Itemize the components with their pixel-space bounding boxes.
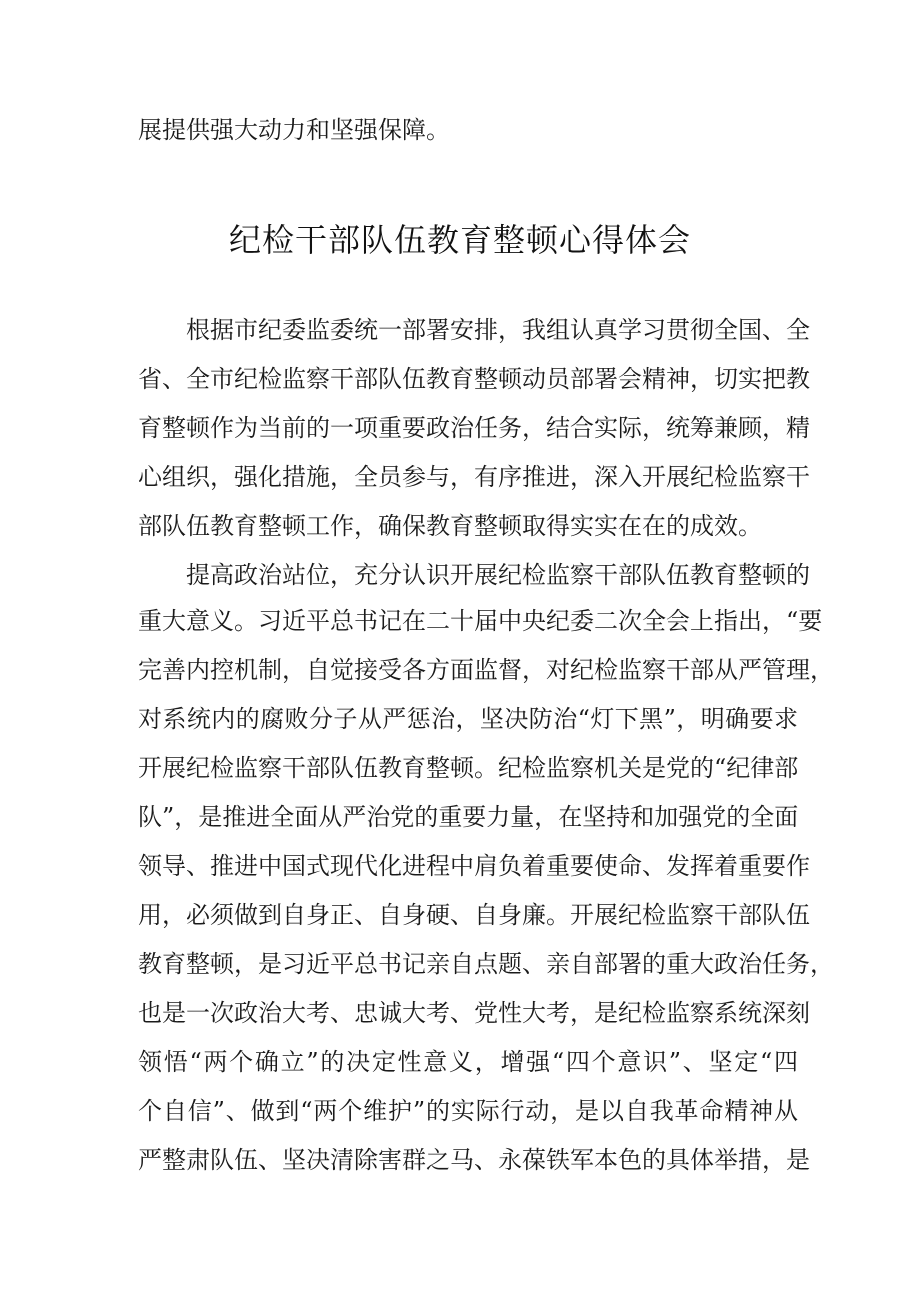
prev-paragraph-line: 展提供强大动力和坚强保障。 (138, 116, 450, 144)
paragraph2-line: 用，必须做到自身正、自身硬、自身廉。开展纪检监察干部队伍 (138, 901, 810, 929)
paragraph2-line: 领悟“两个确立”的决定性意义，增强“四个意识”、坚定“四 (138, 1048, 798, 1076)
paragraph2-line: 完善内控机制，自觉接受各方面监督，对纪检监察干部从严管理， (138, 656, 834, 684)
document-title: 纪检干部队伍教育整顿心得体会 (228, 221, 691, 259)
paragraph1-line: 省、全市纪检监察干部队伍教育整顿动员部署会精神，切实把教 (138, 365, 810, 393)
paragraph2-line: 教育整顿，是习近平总书记亲自点题、亲自部署的重大政治任务， (138, 950, 834, 978)
paragraph2-line: 提高政治站位，充分认识开展纪检监察干部队伍教育整顿的 (186, 561, 810, 589)
paragraph2-line: 也是一次政治大考、忠诚大考、党性大考，是纪检监察系统深刻 (138, 999, 810, 1027)
paragraph1-line: 心组织，强化措施，全员参与，有序推进，深入开展纪检监察干 (138, 463, 810, 491)
paragraph2-line: 开展纪检监察干部队伍教育整顿。纪检监察机关是党的“纪律部 (138, 754, 799, 782)
paragraph2-line: 队”，是推进全面从严治党的重要力量，在坚持和加强党的全面 (138, 803, 799, 831)
paragraph1-line: 育整顿作为当前的一项重要政治任务，结合实际，统筹兼顾，精 (138, 414, 810, 442)
paragraph2-line: 严整肃队伍、坚决清除害群之马、永葆铁军本色的具体举措，是 (138, 1146, 810, 1174)
paragraph1-line: 根据市纪委监委统一部署安排，我组认真学习贯彻全国、全 (186, 316, 810, 344)
paragraph2-line: 重大意义。习近平总书记在二十届中央纪委二次全会上指出，“要 (138, 607, 823, 635)
paragraph1-line: 部队伍教育整顿工作，确保教育整顿取得实实在在的成效。 (138, 512, 762, 540)
paragraph2-line: 对系统内的腐败分子从严惩治，坚决防治“灯下黑”，明确要求 (138, 705, 798, 733)
paragraph2-line: 领导、推进中国式现代化进程中肩负着重要使命、发挥着重要作 (138, 852, 810, 880)
paragraph2-line: 个自信”、做到“两个维护”的实际行动，是以自我革命精神从 (138, 1097, 798, 1125)
